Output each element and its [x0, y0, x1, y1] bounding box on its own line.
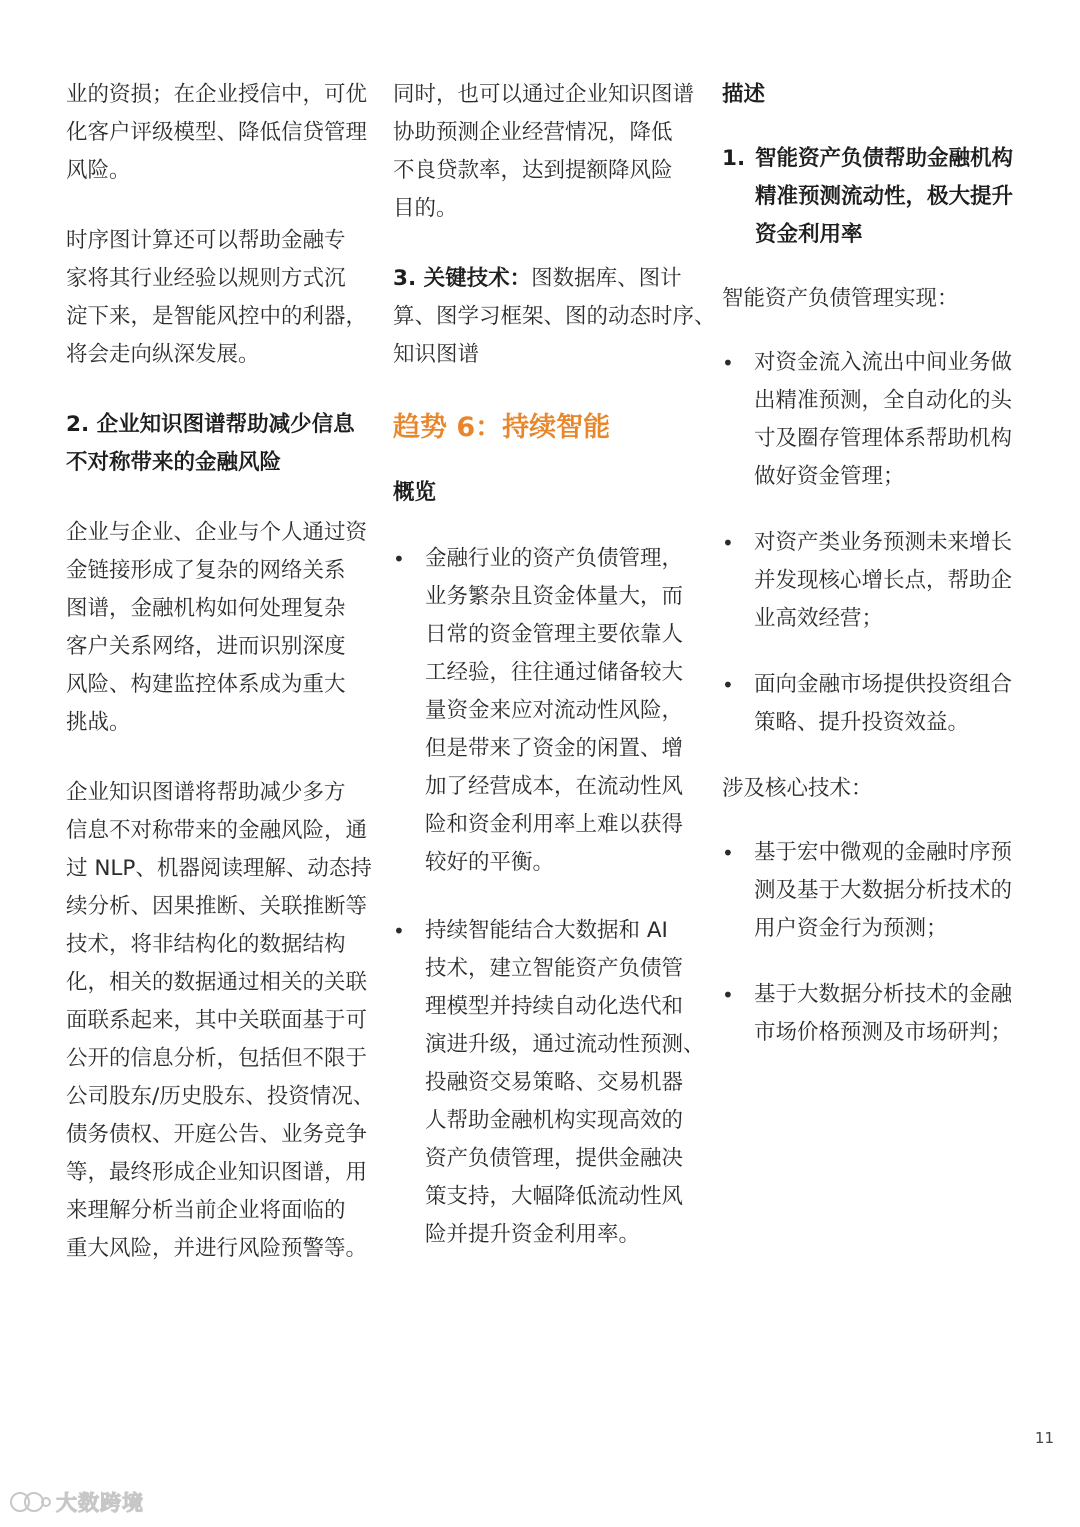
- bullet-dot: •: [722, 351, 734, 375]
- implementation-bullet-list: [722, 344, 1020, 742]
- page-number: 11: [1034, 1429, 1054, 1447]
- description-heading: 描述: [722, 82, 766, 107]
- key-tech-label: 3. 关键技术：: [393, 266, 532, 291]
- numbered-heading-smart-alm: 1. 智能资产负债帮助金融机构 精准预测流动性，极大提升 资金利用率: [722, 140, 1020, 254]
- watermark-logo-icon: [8, 1489, 52, 1515]
- implementation-label: 智能资产负债管理实现：: [722, 286, 959, 311]
- paragraph-credit-risk: 业的资损；在企业授信中，可优 化客户评级模型、降低信贷管理 风险。: [66, 82, 368, 183]
- column-middle: [393, 76, 716, 1254]
- list-item: • 基于大数据分析技术的金融 市场价格预测及市场研判；: [722, 976, 1020, 1052]
- paragraph-timeseries-graph: 时序图计算还可以帮助金融专 家将其行业经验以规则方式沉 淀下来，是智能风控中的利器， 将会走向纵深发展。: [66, 228, 368, 367]
- bullet-dot: •: [722, 841, 734, 865]
- bullet-dot: •: [393, 547, 405, 571]
- watermark: [8, 1487, 144, 1517]
- list-item: • 对资金流入流出中间业务做 出精准预测，全自动化的头 寸及圈存管理体系帮助机构 做好资金管理；: [722, 344, 1020, 496]
- paragraph-key-technologies: 3. 关键技术：图数据库、图计 算、图学习框架、图的动态时序、 知识图谱: [393, 266, 716, 367]
- paragraph-knowledge-graph-detail: 企业知识图谱将帮助减少多方 信息不对称带来的金融风险，通 过 NLP、机器阅读理解、动态持 续分析、因果推断、关联推断等 技术，将非结构化的数据结构 化，相关的数据通过相关的关联 面联系起来，其中关联面基于可 公开的信息分析，包括但不限于 公司股东/历史股东、投资情况、 债务债权、开庭公告、业务竞争 等，最终形成企业知识图谱，用 来理解分析当前企业将面临的 重大风险，并进行风险预警等。: [66, 780, 375, 1261]
- list-item: • 金融行业的资产负债管理， 业务繁杂且资金体量大，而 日常的资金管理主要依靠人 工经验，往往通过储备较大 量资金来应对流动性风险， 但是带来了资金的闲置、增 加了经营成本，在流动性风 险和资金利用率上难以获得 较好的平衡。: [393, 540, 689, 882]
- section-heading-enterprise-knowledge-graph: 2. 企业知识图谱帮助减少信息 不对称带来的金融风险: [66, 412, 355, 475]
- bullet-dot: •: [722, 673, 734, 697]
- column-right: [722, 76, 1020, 1052]
- list-item: • 面向金融市场提供投资组合 策略、提升投资效益。: [722, 666, 1020, 742]
- watermark-text: 大数跨境: [56, 1491, 144, 1515]
- list-item: • 基于宏中微观的金融时序预 测及基于大数据分析技术的 用户资金行为预测；: [722, 834, 1020, 948]
- paragraph-network-relations: 企业与企业、企业与个人通过资 金链接形成了复杂的网络关系 图谱，金融机构如何处理复杂 客户关系网络，进而识别深度 风险、构建监控体系成为重大 挑战。: [66, 520, 368, 735]
- core-tech-label: 涉及核心技术：: [722, 776, 873, 801]
- column-left: [66, 76, 375, 1268]
- trend-heading: 趋势 6：持续智能: [393, 412, 611, 443]
- core-tech-bullet-list: [722, 834, 1020, 1052]
- overview-heading: 概览: [393, 480, 437, 505]
- bullet-dot: •: [722, 983, 734, 1007]
- bullet-dot: •: [393, 919, 405, 943]
- bullet-dot: •: [722, 531, 734, 555]
- paragraph-forecast-operations: 同时，也可以通过企业知识图谱 协助预测企业经营情况，降低 不良贷款率，达到提额降风险 目的。: [393, 82, 695, 221]
- item-number: 1.: [722, 146, 746, 171]
- list-item: • 持续智能结合大数据和 AI 技术，建立智能资产负债管 理模型并持续自动化迭代和 演进升级，通过流动性预测、 投融资交易策略、交易机器 人帮助金融机构实现高效的 资产负债管理，提供金融决 策支持，大幅降低流动性风 险并提升资金利用率。: [393, 912, 689, 1254]
- list-item: • 对资产类业务预测未来增长 并发现核心增长点，帮助企 业高效经营；: [722, 524, 1020, 638]
- overview-bullet-list: [393, 540, 705, 1254]
